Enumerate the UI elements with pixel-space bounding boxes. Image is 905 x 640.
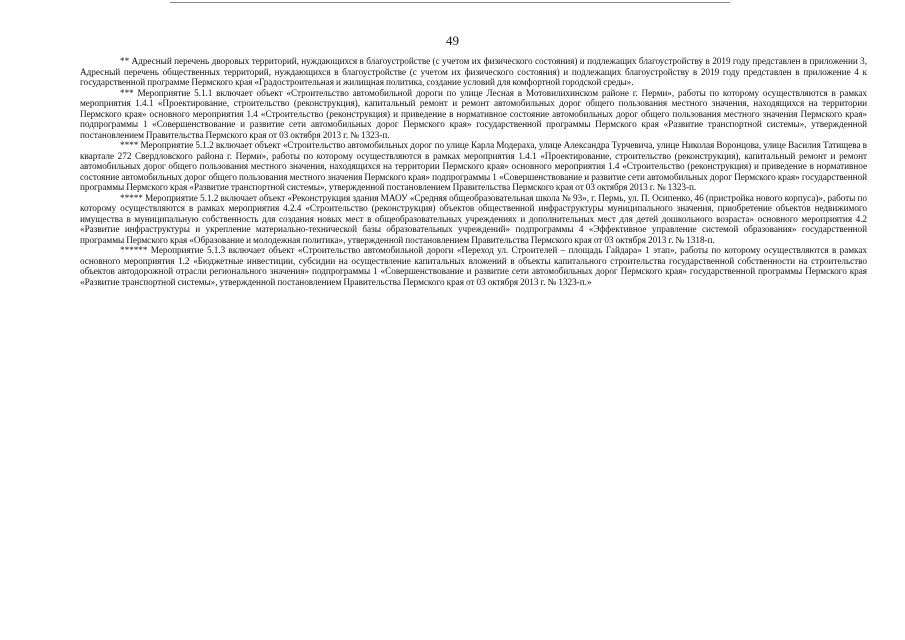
page-number: 49	[446, 33, 459, 48]
footnote-2-stars: ** Адресный перечень дворовых территорий, нуждающихся в благоустройстве (с учетом их физического состояния) и подлежащих благоустройству в 2019 году представлен в приложении 3, Адресный перечень общественных территорий, нуждающихся в благоустройстве (с учетом их физического состояния) и подлежащих благоустройству в 2019 году представлен в приложение 4 к государственной программе Пермского края «Градостроительная и жилищная политика, создание условий для комфортной городской среды».	[80, 57, 867, 88]
footnote-5-stars: ***** Мероприятие 5.1.2 включает объект «Реконструкция здания МАОУ «Средняя общеобразовательная школа № 93», г. Пермь, ул. П. Осипенко, 46 (пристройка нового корпуса)», работы по которому осуществляются в рамках мероприятия 4.2.4 «Строительство (реконструкция) объектов общественной инфраструктуры муниципального значения, приобретение объектов недвижимого имущества в муниципальную собственность для создания новых мест в общеобразовательных учреждениях и дополнительных мест для детей дошкольного возраста» основного мероприятия 4.2 «Развитие инфраструктуры и укрепление материально-технической базы образовательных учреждений» подпрограммы 4 «Эффективное управление системой образования» государственной программы Пермского края «Образование и молодежная политика», утвержденной постановлением Правительства Пермского края от 03 октября 2013 г. № 1318-п.	[80, 193, 867, 246]
footnote-3-stars: *** Мероприятие 5.1.1 включает объект «Строительство автомобильной дороги по улице Лесная в Мотовилихинском районе г. Перми», работы по которому осуществляются в рамках мероприятия 1.4.1 «Проектирование, строительство (реконструкция), капитальный ремонт и ремонт автомобильных дорог общего пользования местного значения, находящихся на территории Пермского края» основного мероприятия 1.4 «Строительство (реконструкция) и приведение в нормативное состояние автомобильных дорог общего пользования местного значения Пермского края» подпрограммы 1 «Совершенствование и развитие сети автомобильных дорог Пермского края» государственной программы Пермского края «Развитие транспортной системы», утвержденной постановлением Правительства Пермского края от 03 октября 2013 г. № 1323-п.	[80, 88, 867, 141]
footnote-6-stars: ****** Мероприятие 5.1.3 включает объект «Строительство автомобильной дороги «Переход ул. Строителей – площадь Гайдара» 1 этап», работы по которому осуществляются в рамках основного мероприятия 1.2 «Бюджетные инвестиции, субсидии на осуществление капитальных вложений в объекты капитального строительства государственной собственности на строительство объектов автодорожной отрасли регионального значения» подпрограммы 1 «Совершенствование и развитие сети автомобильных дорог Пермского края» государственной программы Пермского края «Развитие транспортной системы», утвержденной постановлением Правительства Пермского края от 03 октября 2013 г. № 1323-п.»	[80, 246, 867, 288]
footnotes-block	[80, 57, 867, 288]
footnote-4-stars: **** Мероприятие 5.1.2 включает объект «Строительство автомобильных дорог по улице Карла Модераха, улице Александра Турчевича, улице Николая Воронцова, улице Василия Татищева в квартале 272 Свердловского района г. Перми», работы по которому осуществляются в рамках мероприятия 1.4.1 «Проектирование, строительство (реконструкция), капитальный ремонт и ремонт автомобильных дорог общего пользования местного значения, находящихся на территории Пермского края» основного мероприятия 1.4 «Строительство (реконструкция) и приведение в нормативное состояние автомобильных дорог общего пользования местного значения Пермского края» подпрограммы 1 «Совершенствование и развитие сети автомобильных дорог Пермского края» государственной программы Пермского края «Развитие транспортной системы», утвержденной постановлением Правительства Пермского края от 03 октября 2013 г. № 1323-п.	[80, 141, 867, 193]
page-top-rule	[170, 2, 730, 3]
